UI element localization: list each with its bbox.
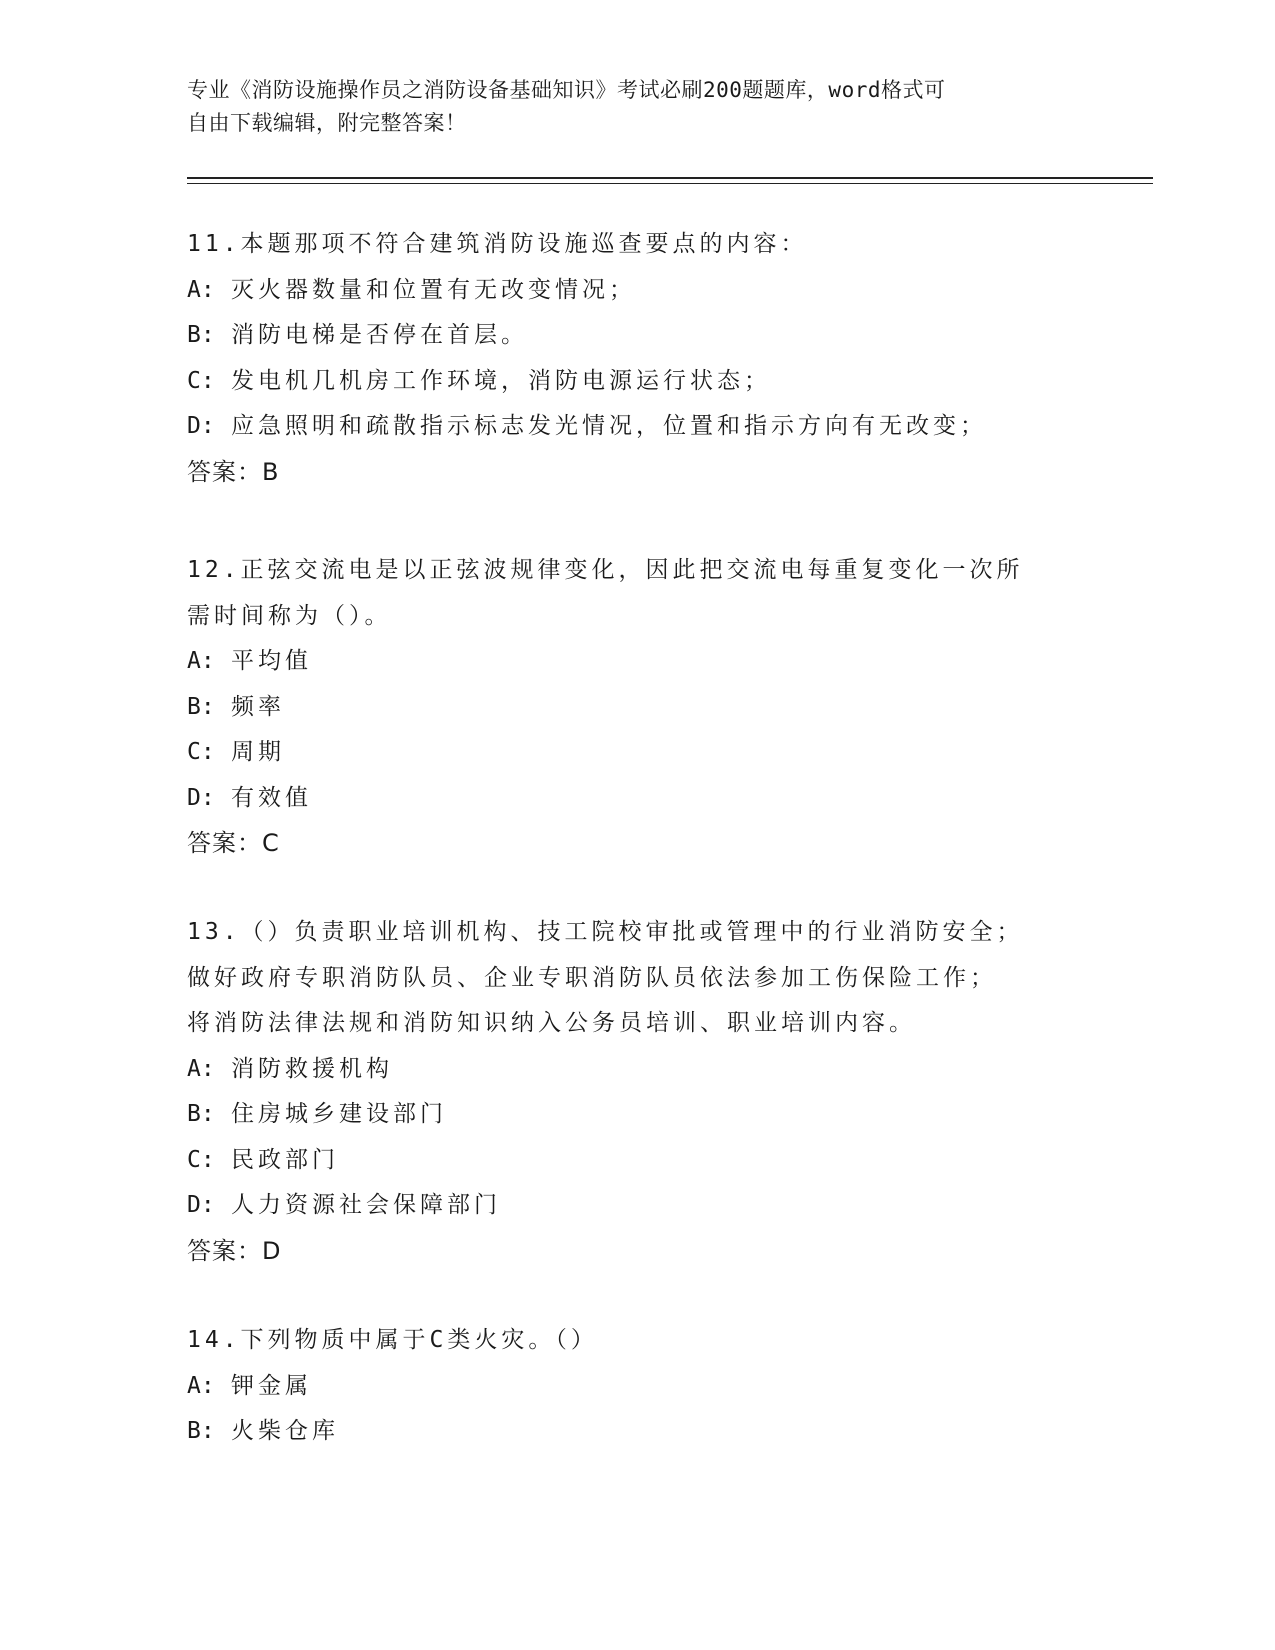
option-letter: D: bbox=[187, 784, 215, 811]
option-b bbox=[187, 685, 1067, 731]
option-c bbox=[187, 730, 1067, 776]
option-letter: D: bbox=[187, 1192, 215, 1218]
option-text: 人力资源社会保障部门 bbox=[231, 1192, 501, 1218]
option-text: 发电机几机房工作环境，消防电源运行状态； bbox=[231, 367, 771, 394]
option-text: 住房城乡建设部门 bbox=[231, 1101, 447, 1127]
question-11 bbox=[187, 222, 1067, 495]
option-a bbox=[187, 268, 1067, 314]
option-letter: B: bbox=[187, 693, 215, 720]
option-text: 有效值 bbox=[231, 784, 312, 811]
header-line-1: 专业《消防设施操作员之消防设备基础知识》考试必刷200题题库，word格式可 bbox=[187, 78, 946, 102]
option-b bbox=[187, 1409, 1067, 1455]
question-stem-line-2: 需时间称为（）。 bbox=[187, 602, 392, 629]
option-letter: B: bbox=[187, 1418, 215, 1444]
option-text: 平均值 bbox=[231, 648, 312, 674]
question-stem: 14.下列物质中属于C类火灾。（） bbox=[187, 1327, 598, 1353]
option-text: 钾金属 bbox=[231, 1372, 312, 1399]
question-stem-line-2: 做好政府专职消防队员、企业专职消防队员依法参加工伤保险工作； bbox=[187, 964, 997, 991]
answer: 答案：C bbox=[187, 829, 280, 857]
question-13 bbox=[187, 910, 1067, 1274]
option-letter: B: bbox=[187, 1101, 215, 1127]
option-text: 消防救援机构 bbox=[231, 1055, 393, 1082]
option-d bbox=[187, 776, 1067, 822]
option-d bbox=[187, 404, 1067, 450]
option-a bbox=[187, 1364, 1067, 1410]
option-text: 灭火器数量和位置有无改变情况； bbox=[231, 276, 636, 303]
option-letter: C: bbox=[187, 739, 215, 765]
option-c bbox=[187, 359, 1067, 405]
option-b bbox=[187, 1092, 1067, 1138]
document-header bbox=[187, 74, 1067, 140]
question-stem-line-1: 13.（）负责职业培训机构、技工院校审批或管理中的行业消防安全； bbox=[187, 919, 1024, 945]
option-letter: D: bbox=[187, 413, 215, 439]
header-rule-thin bbox=[187, 183, 1153, 184]
option-text: 频率 bbox=[231, 693, 285, 720]
option-c bbox=[187, 1138, 1067, 1184]
option-b bbox=[187, 313, 1067, 359]
question-stem: 11.本题那项不符合建筑消防设施巡查要点的内容： bbox=[187, 231, 808, 257]
question-stem-line-3: 将消防法律法规和消防知识纳入公务员培训、职业培训内容。 bbox=[187, 1010, 916, 1036]
answer: 答案：B bbox=[187, 457, 280, 486]
option-text: 消防电梯是否停在首层。 bbox=[231, 322, 528, 348]
option-d bbox=[187, 1183, 1067, 1229]
question-stem-line-1: 12.正弦交流电是以正弦波规律变化，因此把交流电每重复变化一次所 bbox=[187, 557, 1024, 583]
option-letter: A: bbox=[187, 648, 215, 674]
option-letter: A: bbox=[187, 1372, 215, 1399]
header-rule-thick bbox=[187, 177, 1153, 179]
question-14 bbox=[187, 1318, 1067, 1455]
option-text: 民政部门 bbox=[231, 1146, 339, 1173]
option-letter: A: bbox=[187, 276, 215, 303]
option-letter: A: bbox=[187, 1055, 215, 1082]
option-a bbox=[187, 1047, 1067, 1093]
option-letter: C: bbox=[187, 1146, 215, 1173]
option-text: 火柴仓库 bbox=[231, 1418, 339, 1444]
option-text: 应急照明和疏散指示标志发光情况，位置和指示方向有无改变； bbox=[231, 413, 987, 439]
option-letter: B: bbox=[187, 322, 215, 348]
option-text: 周期 bbox=[231, 739, 285, 765]
question-12 bbox=[187, 548, 1067, 867]
option-a bbox=[187, 639, 1067, 685]
option-letter: C: bbox=[187, 367, 215, 394]
header-line-2: 自由下载编辑，附完整答案！ bbox=[187, 111, 467, 135]
answer: 答案：D bbox=[187, 1236, 282, 1265]
